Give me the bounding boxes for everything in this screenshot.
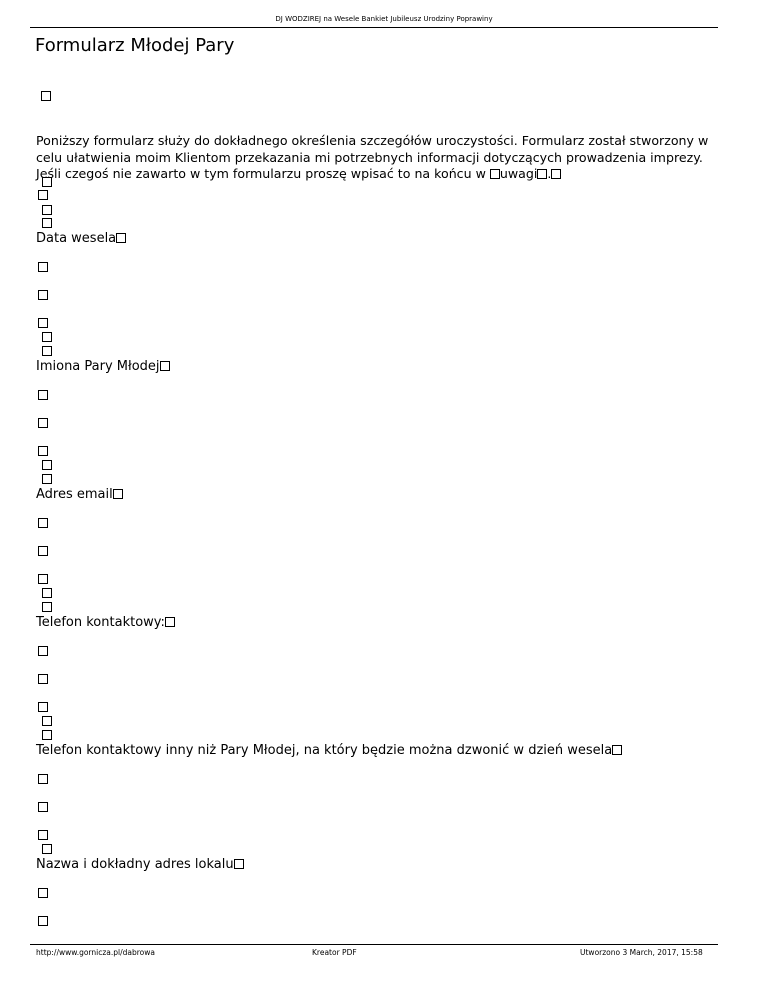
missing-glyph-icon <box>38 574 48 584</box>
missing-glyph-icon <box>42 602 52 612</box>
missing-glyph-icon <box>42 844 52 854</box>
missing-glyph-icon <box>42 588 52 598</box>
missing-glyph-icon <box>38 646 48 656</box>
missing-glyph-icon <box>38 916 48 926</box>
missing-glyph-icon <box>160 361 170 371</box>
footer-generator: Kreator PDF <box>312 948 357 957</box>
missing-glyph-icon <box>612 745 622 755</box>
missing-glyph-icon <box>42 474 52 484</box>
missing-glyph-icon <box>38 390 48 400</box>
missing-glyph-icon <box>38 518 48 528</box>
field-label-couple-names: Imiona Pary Młodej <box>36 360 170 374</box>
missing-glyph-icon <box>42 460 52 470</box>
missing-glyph-icon <box>490 169 500 179</box>
field-label-wedding-date: Data wesela <box>36 232 126 246</box>
missing-glyph-icon <box>42 218 52 228</box>
intro-end: . <box>547 166 552 181</box>
page-title: Formularz Młodej Pary <box>35 35 235 56</box>
missing-glyph-icon <box>551 169 561 179</box>
missing-glyph-icon <box>116 233 126 243</box>
missing-glyph-icon <box>42 346 52 356</box>
missing-glyph-icon <box>165 617 175 627</box>
intro-paragraph <box>36 133 726 183</box>
field-label-alt-phone: Telefon kontaktowy inny niż Pary Młodej, na który będzie można dzwonić w dzień wesela <box>36 744 622 758</box>
missing-glyph-icon <box>38 702 48 712</box>
missing-glyph-icon <box>42 205 52 215</box>
field-label-email: Adres email <box>36 488 123 502</box>
missing-glyph-icon <box>42 177 52 187</box>
missing-glyph-icon <box>38 262 48 272</box>
missing-glyph-icon <box>113 489 123 499</box>
page-header: DJ WODZIREJ na Wesele Bankiet Jubileusz Urodziny Poprawiny <box>275 15 493 23</box>
missing-glyph-icon <box>38 888 48 898</box>
missing-glyph-icon <box>38 190 48 200</box>
intro-text: Poniższy formularz służy do dokładnego określenia szczegółów uroczystości. Formularz został stworzony w celu ułatwienia moim Klientom przekazania mi potrzebnych informacji dotyczących prowadzenia imprezy. Jeśli czegoś nie zawarto w tym formularzu proszę wpisać to na końcu w <box>36 133 709 181</box>
missing-glyph-icon <box>38 446 48 456</box>
missing-glyph-icon <box>38 418 48 428</box>
footer-url-link[interactable]: http://www.gornicza.pl/dabrowa <box>36 948 155 957</box>
header-rule <box>30 27 718 28</box>
footer-rule <box>30 944 718 945</box>
missing-glyph-icon <box>38 290 48 300</box>
missing-glyph-icon <box>42 716 52 726</box>
missing-glyph-icon <box>234 859 244 869</box>
missing-glyph-icon <box>42 332 52 342</box>
missing-glyph-icon <box>38 674 48 684</box>
intro-quoted: uwagi <box>499 166 538 181</box>
missing-glyph-icon <box>42 730 52 740</box>
missing-glyph-icon <box>38 830 48 840</box>
field-label-venue: Nazwa i dokładny adres lokalu <box>36 858 244 872</box>
footer-created-date: Utworzono 3 March, 2017, 15:58 <box>580 948 703 957</box>
missing-glyph-icon <box>38 318 48 328</box>
missing-glyph-icon <box>38 546 48 556</box>
missing-glyph-icon <box>41 91 51 101</box>
missing-glyph-icon <box>38 802 48 812</box>
missing-glyph-icon <box>38 774 48 784</box>
field-label-phone: Telefon kontaktowy: <box>36 616 175 630</box>
missing-glyph-icon <box>537 169 547 179</box>
